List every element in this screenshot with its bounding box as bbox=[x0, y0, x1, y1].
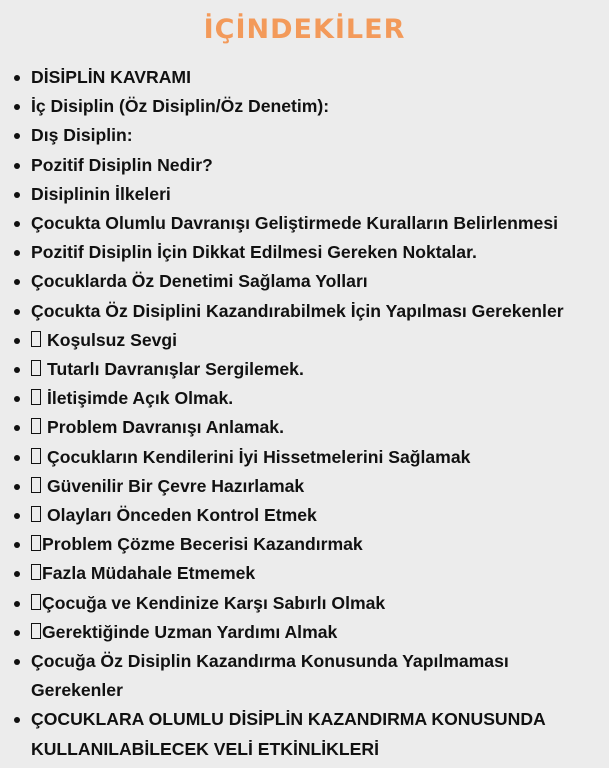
toc-item-label: Çocuklarda Öz Denetimi Sağlama Yolları bbox=[31, 271, 368, 292]
toc-item-label: Koşulsuz Sevgi bbox=[47, 329, 178, 350]
toc-item bbox=[0, 121, 609, 150]
bullet-icon bbox=[14, 513, 20, 519]
bullet-icon bbox=[14, 425, 20, 431]
toc-item-label: Disiplinin İlkeleri bbox=[31, 183, 171, 204]
bullet-icon bbox=[14, 104, 20, 110]
toc-item-label: Çocuğa Öz Disiplin Kazandırma Konusunda Yapılmaması Gerekenler bbox=[31, 651, 509, 701]
toc-item-label: Çocukta Olumlu Davranışı Geliştirmede Kuralların Belirlenmesi bbox=[31, 213, 559, 234]
missing-glyph-box-icon bbox=[31, 594, 41, 610]
toc-item bbox=[0, 238, 609, 267]
toc-item bbox=[0, 209, 609, 238]
toc-item-label: Çocuğa ve Kendinize Karşı Sabırlı Olmak bbox=[42, 592, 386, 613]
missing-glyph-box-icon bbox=[31, 623, 41, 639]
toc-item bbox=[0, 63, 609, 92]
bullet-icon bbox=[14, 571, 20, 577]
toc-item bbox=[0, 180, 609, 209]
toc-item-label: Pozitif Disiplin Nedir? bbox=[31, 154, 213, 175]
missing-glyph-box-icon bbox=[31, 564, 41, 580]
bullet-icon bbox=[14, 659, 20, 665]
toc-item-label: ÇOCUKLARA OLUMLU DİSİPLİN KAZANDIRMA KONUSUNDA KULLANILABİLECEK VELİ ETKİNLİKLERİ bbox=[31, 709, 546, 759]
toc-item-label: Dış Disiplin: bbox=[31, 125, 133, 146]
missing-glyph-box-icon bbox=[31, 535, 41, 551]
missing-glyph-box-icon bbox=[31, 389, 41, 405]
toc-item bbox=[0, 92, 609, 121]
page-title: İÇİNDEKİLER bbox=[203, 14, 406, 45]
table-of-contents bbox=[0, 63, 609, 764]
missing-glyph-box-icon bbox=[31, 477, 41, 493]
toc-item-label: Pozitif Disiplin İçin Dikkat Edilmesi Gereken Noktalar. bbox=[31, 242, 477, 263]
toc-item-label: Çocukların Kendilerini İyi Hissetmelerini Sağlamak bbox=[47, 446, 471, 467]
toc-item bbox=[0, 297, 609, 326]
bullet-icon bbox=[14, 133, 20, 139]
toc-item bbox=[0, 267, 609, 296]
bullet-icon bbox=[14, 484, 20, 490]
bullet-icon bbox=[14, 75, 20, 81]
toc-item-label: Gerektiğinde Uzman Yardımı Almak bbox=[42, 621, 338, 642]
toc-item bbox=[0, 326, 609, 355]
bullet-icon bbox=[14, 630, 20, 636]
toc-item bbox=[0, 705, 609, 763]
bullet-icon bbox=[14, 396, 20, 402]
toc-item-label: Problem Çözme Becerisi Kazandırmak bbox=[42, 534, 363, 555]
bullet-icon bbox=[14, 455, 20, 461]
bullet-icon bbox=[14, 279, 20, 285]
toc-item bbox=[0, 472, 609, 501]
bullet-icon bbox=[14, 163, 20, 169]
missing-glyph-box-icon bbox=[31, 331, 41, 347]
missing-glyph-box-icon bbox=[31, 448, 41, 464]
toc-item bbox=[0, 589, 609, 618]
bullet-icon bbox=[14, 542, 20, 548]
toc-item-label: Çocukta Öz Disiplini Kazandırabilmek İçin Yapılması Gerekenler bbox=[31, 300, 564, 321]
missing-glyph-box-icon bbox=[31, 360, 41, 376]
toc-item bbox=[0, 384, 609, 413]
missing-glyph-box-icon bbox=[31, 418, 41, 434]
toc-item-label: DİSİPLİN KAVRAMI bbox=[31, 67, 191, 87]
toc-item bbox=[0, 355, 609, 384]
bullet-icon bbox=[14, 192, 20, 198]
toc-item bbox=[0, 443, 609, 472]
bullet-icon bbox=[14, 250, 20, 256]
toc-item-label: Olayları Önceden Kontrol Etmek bbox=[47, 505, 317, 526]
bullet-icon bbox=[14, 367, 20, 373]
toc-item-label: İletişimde Açık Olmak. bbox=[47, 388, 234, 409]
bullet-icon bbox=[14, 338, 20, 344]
bullet-icon bbox=[14, 717, 20, 723]
bullet-icon bbox=[14, 309, 20, 315]
toc-item-label: Güvenilir Bir Çevre Hazırlamak bbox=[47, 475, 305, 496]
toc-item-label: Problem Davranışı Anlamak. bbox=[47, 417, 284, 438]
toc-item bbox=[0, 618, 609, 647]
toc-item bbox=[0, 151, 609, 180]
toc-item-label: İç Disiplin (Öz Disiplin/Öz Denetim): bbox=[31, 96, 330, 117]
toc-item-label: Fazla Müdahale Etmemek bbox=[42, 563, 256, 584]
toc-item bbox=[0, 501, 609, 530]
bullet-icon bbox=[14, 221, 20, 227]
toc-item bbox=[0, 413, 609, 442]
toc-item-label: Tutarlı Davranışlar Sergilemek. bbox=[47, 359, 304, 380]
bullet-icon bbox=[14, 601, 20, 607]
toc-item bbox=[0, 530, 609, 559]
toc-item bbox=[0, 647, 609, 705]
missing-glyph-box-icon bbox=[31, 506, 41, 522]
toc-item bbox=[0, 559, 609, 588]
